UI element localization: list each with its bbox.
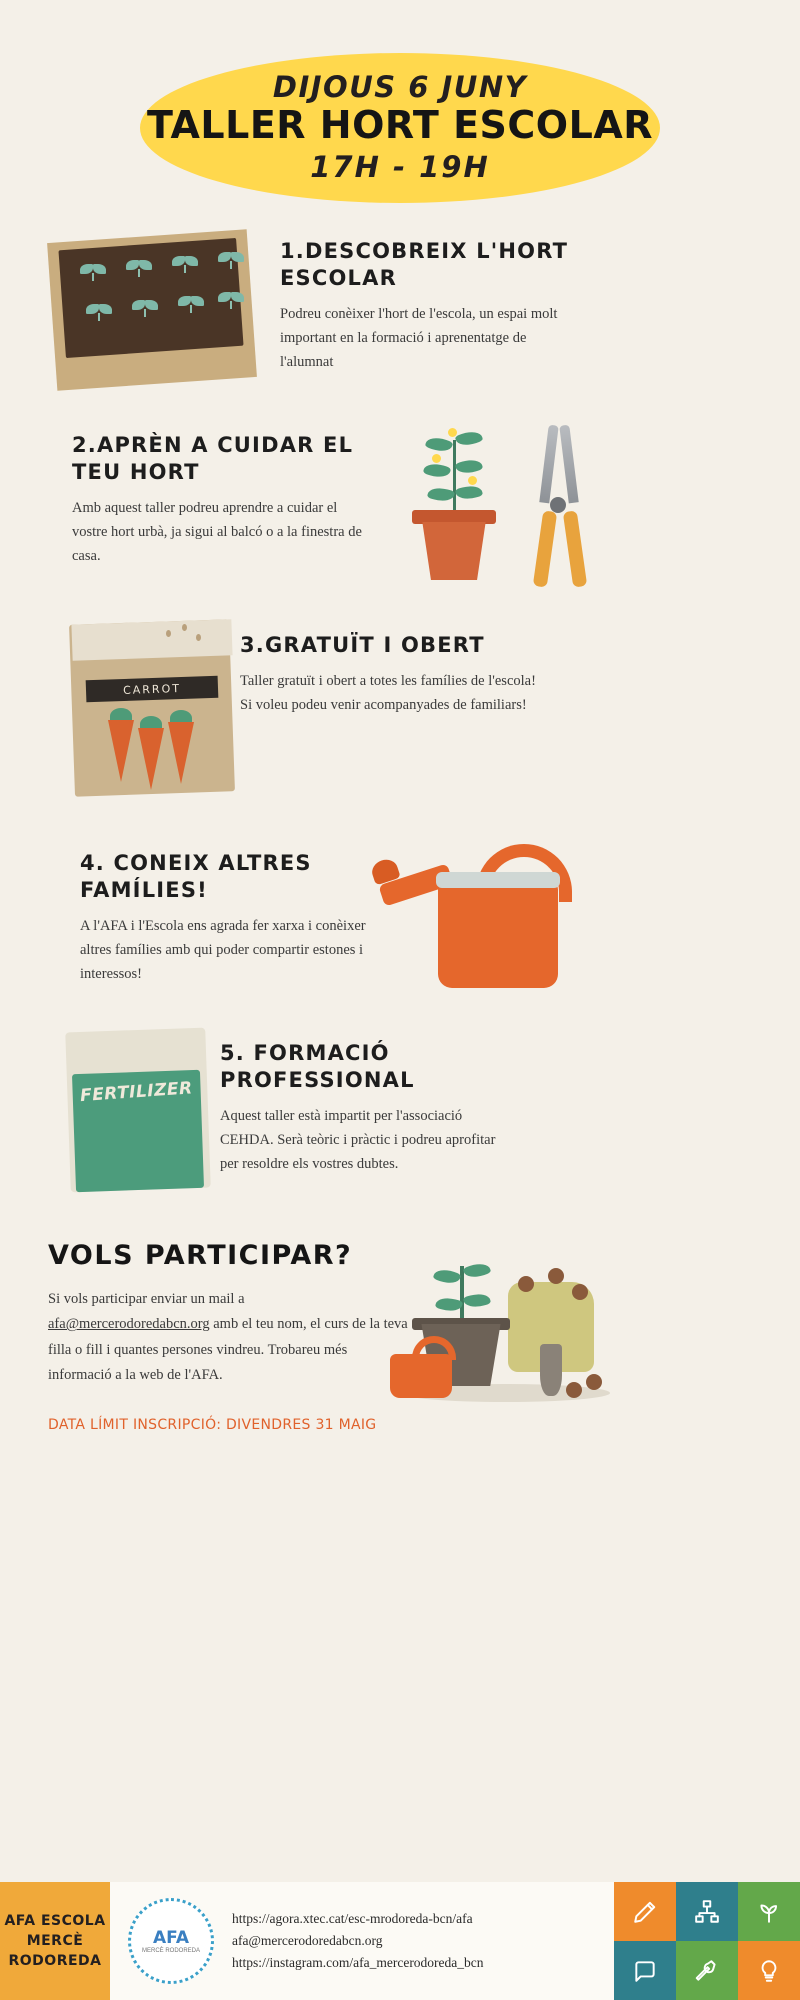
- afa-logo: [128, 1898, 214, 1984]
- footer: [0, 1882, 800, 2000]
- cta-title: VOLS PARTICIPAR?: [48, 1240, 353, 1271]
- footer-link-website[interactable]: https://agora.xtec.cat/esc-mrodoreda-bcn/afa: [232, 1910, 473, 1926]
- footer-links: [232, 1908, 484, 1975]
- cta-email-link[interactable]: afa@mercerodoredabcn.org: [48, 1316, 210, 1333]
- header-date: DIJOUS 6 JUNY: [272, 70, 528, 105]
- cta-line-2: amb el teu nom, el curs de la teva filla o fill i quantes persones vindreu. Trobareu més informació a la web de l'AFA.: [48, 1316, 408, 1384]
- section-1: [280, 238, 580, 375]
- lightbulb-icon: [738, 1941, 800, 2000]
- seed-packet-illustration: [72, 622, 232, 794]
- section-1-body: Podreu conèixer l'hort de l'escola, un espai molt important en la formació i aprenentatge de l'alumnat: [280, 305, 558, 371]
- watering-can-illustration: [380, 838, 630, 1013]
- fertilizer-bag-illustration: [68, 1030, 208, 1190]
- sitemap-icon: [676, 1882, 738, 1941]
- seed-packet-band: [86, 676, 219, 703]
- footer-brand-text: AFA ESCOLA MERCÈ RODOREDA: [4, 1912, 106, 1970]
- afa-logo-main: AFA: [153, 1928, 189, 1948]
- section-5-title: 5. FORMACIÓ PROFESSIONAL: [220, 1041, 415, 1092]
- section-1-title: 1.DESCOBREIX L'HORT ESCOLAR: [280, 239, 569, 290]
- footer-link-instagram[interactable]: https://instagram.com/afa_mercerodoreda_bcn: [232, 1955, 484, 1971]
- section-4-body: A l'AFA i l'Escola ens agrada fer xarxa i conèixer altres famílies amb qui poder compartir estones i interessos!: [80, 917, 366, 983]
- page-title: TALLER HORT ESCOLAR: [147, 102, 653, 147]
- pencil-icon: [614, 1882, 676, 1941]
- fertilizer-label: FERTILIZER: [79, 1078, 194, 1107]
- header-blob: [140, 53, 660, 203]
- cta-line-1: Si vols participar enviar un mail a: [48, 1291, 245, 1307]
- cta-body: [48, 1287, 408, 1389]
- footer-icon-grid: [614, 1882, 800, 2000]
- footer-brand: [0, 1882, 110, 2000]
- wrench-icon: [676, 1941, 738, 2000]
- section-2-body: Amb aquest taller podreu aprendre a cuidar el vostre hort urbà, ja sigui al balcó o a la finestra de casa.: [72, 499, 362, 565]
- cta-deadline: DATA LÍMIT INSCRIPCIÓ: DIVENDRES 31 MAIG: [48, 1416, 377, 1433]
- section-2: [72, 432, 372, 569]
- afa-logo-sub: MERCÈ RODOREDA: [141, 1948, 200, 1954]
- garden-shears-illustration: [520, 425, 600, 590]
- poster-header: [0, 48, 800, 208]
- header-time: 17H - 19H: [310, 149, 490, 184]
- section-5-body: Aquest taller està impartit per l'associació CEHDA. Serà teòric i pràctic i podreu aprofitar per resoldre els vostres dubtes.: [220, 1107, 496, 1173]
- seed-packet-label: CARROT: [122, 681, 182, 697]
- garden-cluster-illustration: [390, 1258, 640, 1418]
- potted-plant-illustration: [400, 420, 510, 580]
- section-2-title: 2.APRÈN A CUIDAR EL TEU HORT: [72, 433, 354, 484]
- footer-link-email[interactable]: afa@mercerodoredabcn.org: [232, 1932, 383, 1948]
- section-4-title: 4. CONEIX ALTRES FAMÍLIES!: [80, 851, 312, 902]
- section-4: [80, 850, 370, 987]
- section-3-body: Taller gratuït i obert a totes les famílies de l'escola! Si voleu podeu venir acompanyades de familiars!: [240, 672, 536, 714]
- cta-block: [48, 1240, 408, 1433]
- footer-contact: [110, 1882, 614, 2000]
- seedling-icon: [738, 1882, 800, 1941]
- section-3-title: 3.GRATUÏT I OBERT: [240, 633, 485, 657]
- seed-tray-illustration: [52, 236, 252, 384]
- section-3: [240, 632, 540, 718]
- section-5: [220, 1040, 510, 1177]
- chat-icon: [614, 1941, 676, 2000]
